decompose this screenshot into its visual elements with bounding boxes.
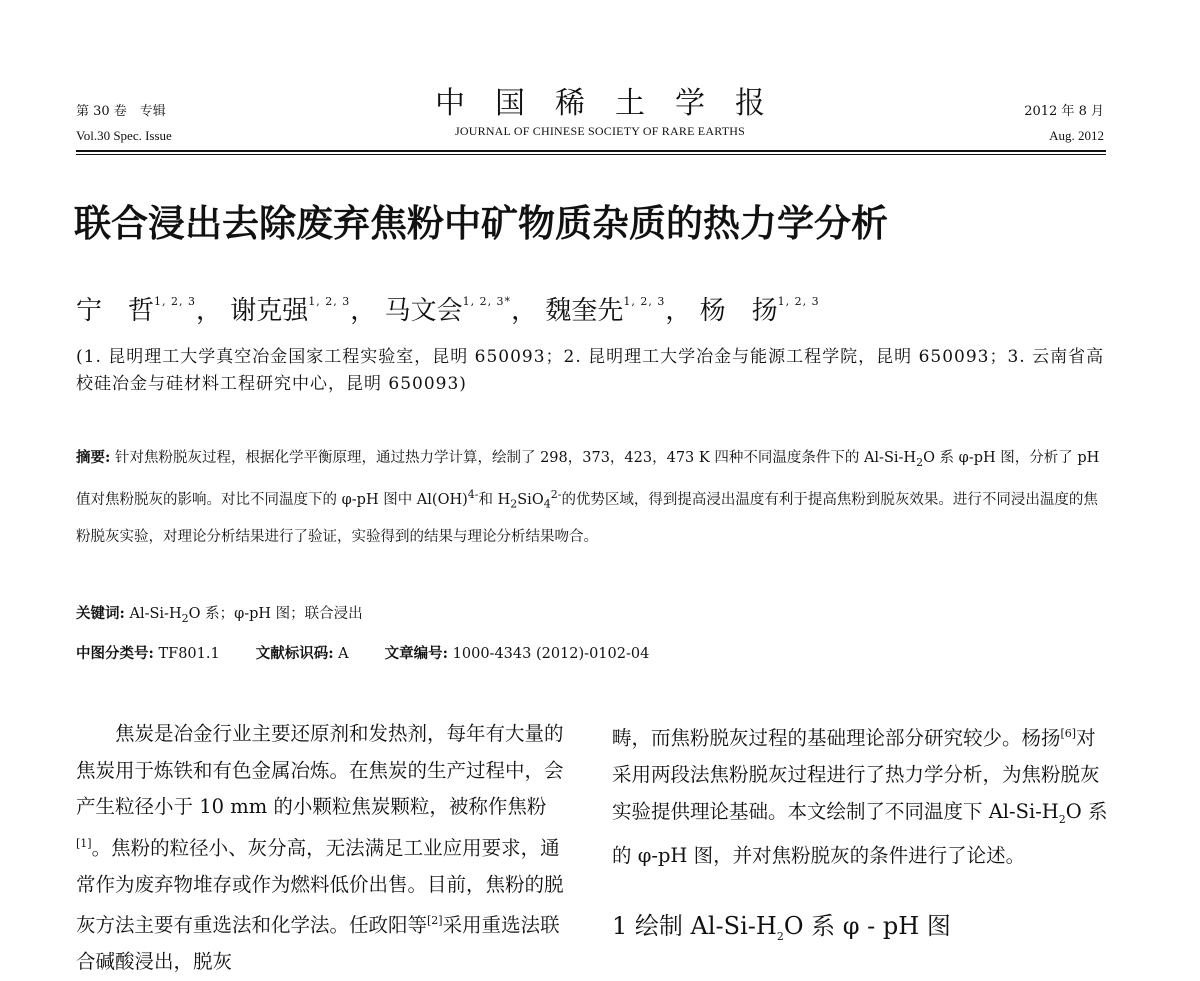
keywords-text: Al-Si-H: [124, 606, 182, 622]
author-name: 杨 扬: [699, 296, 778, 326]
clc-value: TF801.1: [153, 646, 220, 662]
header-journal: [0, 86, 1200, 139]
section-heading-text: 1 绘制 Al-Si-H: [612, 912, 777, 940]
header-date: [1024, 100, 1104, 148]
date-en: Aug. 2012: [1049, 128, 1104, 143]
body-text: 畴，而焦粉脱灰过程的基础理论部分研究较少。杨扬: [612, 726, 1061, 750]
author-sep: ，: [196, 296, 223, 326]
section-heading-1: [612, 908, 951, 955]
author-name: 谢克强: [230, 296, 309, 326]
citation-ref[interactable]: [6]: [1060, 727, 1077, 740]
section-heading-text: O 系 φ - pH 图: [783, 912, 951, 940]
abstract-text: 针对焦粉脱灰过程，根据化学平衡原理，通过热力学计算，绘制了 298，373，423，473 K 四种不同温度条件下的 Al-Si-H: [110, 450, 917, 466]
author-affil: 1, 2, 3: [154, 295, 196, 308]
volume-cn: 第 30 卷 专辑: [76, 104, 166, 119]
author-affil: 1, 2, 3*: [462, 295, 512, 308]
author-affil: 1, 2, 3: [308, 295, 351, 308]
author-name: 宁 哲: [76, 296, 155, 326]
volume-en: Vol.30 Spec. Issue: [76, 128, 172, 143]
abstract: [76, 442, 1112, 553]
article-number-value: 1000-4343 (2012)-0102-04: [448, 646, 650, 662]
author-affil: 1, 2, 3: [623, 295, 666, 308]
subscript: 2: [510, 497, 518, 511]
abstract-text: 和 H: [478, 491, 511, 508]
author-sep: ，: [350, 296, 377, 326]
author-name: 魏奎先: [545, 296, 624, 326]
body-text: O 系的 φ-pH 图，并对焦粉脱灰的条件进行了论述。: [612, 799, 1108, 867]
abstract-label: 摘要:: [76, 449, 111, 466]
clc-label: 中图分类号:: [76, 645, 154, 662]
subscript: 2: [1058, 812, 1066, 826]
author-sep: ，: [511, 296, 538, 326]
journal-title-cn: 中国稀土学报: [435, 86, 795, 121]
header-rule-thin: [76, 154, 1106, 155]
body-column-right: [612, 716, 1112, 874]
keywords-label: 关键词:: [76, 605, 125, 622]
keywords: [76, 602, 363, 631]
keywords-text: O 系；φ-pH 图；联合浸出: [188, 606, 363, 622]
citation-ref[interactable]: [2]: [427, 914, 443, 927]
date-cn: 2012 年 8 月: [1024, 104, 1104, 119]
author-affil: 1, 2, 3: [777, 295, 820, 308]
abstract-text: SiO: [517, 491, 544, 508]
header-rule-thick: [76, 150, 1106, 152]
superscript: 2-: [550, 487, 562, 501]
subscript: 2: [916, 455, 924, 469]
doc-code-label: 文献标识码:: [255, 645, 334, 662]
abstract-text: 的优势区域，得到提高浸出温度有利于提高焦粉到脱灰效果。进行不同浸出温度的焦粉脱灰实验，对理论分析结果进行了验证，实验得到的结果与理论分析结果吻合。: [76, 491, 1098, 545]
body-text: 。焦粉的粒径小、灰分高，无法满足工业应用要求，通常作为废弃物堆存或作为燃料低价出售。目前，焦粉的脱灰方法主要有重选法和化学法。任政阳等: [76, 836, 564, 937]
body-text: 采用重选法联合碱酸浸出，脱灰: [76, 913, 560, 973]
paper-title: 联合浸出去除废弃焦粉中矿物质杂质的热力学分析: [74, 202, 888, 245]
affiliations: (1. 昆明理工大学真空冶金国家工程实验室，昆明 650093；2. 昆明理工大学冶金与能源工程学院，昆明 650093；3. 云南省高校硅冶金与硅材料工程研究中心，昆明 650093): [76, 347, 1105, 394]
subscript: 2: [776, 929, 784, 943]
body-text: 焦炭是冶金行业主要还原剂和发热剂，每年有大量的焦炭用于炼铁和有色金属冶炼。在焦炭的生产过程中，会产生粒径小于 10 mm 的小颗粒焦炭颗粒，被称作焦粉: [76, 722, 564, 818]
body-column-left: [76, 716, 570, 981]
journal-title-en: JOURNAL OF CHINESE SOCIETY OF RARE EARTHS: [455, 124, 745, 138]
subscript: 4: [543, 497, 551, 511]
classification-line: [76, 642, 1116, 666]
citation-ref[interactable]: [1]: [76, 836, 92, 850]
doc-code-value: A: [333, 646, 349, 662]
article-number-label: 文章编号:: [384, 645, 449, 662]
body-text: 对采用两段法焦粉脱灰过程进行了热力学分析，为焦粉脱灰实验提供理论基础。本文绘制了不同温度下 Al-Si-H: [612, 726, 1100, 823]
subscript: 2: [181, 611, 189, 625]
author-sep: ，: [665, 296, 692, 326]
superscript: 4-: [467, 487, 479, 501]
author-name: 马文会: [384, 296, 463, 326]
abstract-text: O 系 φ-pH 图，分析了 pH 值对焦粉脱灰的影响。对比不同温度下的 φ-pH 图中 Al(OH): [76, 450, 1100, 508]
author-list: [76, 284, 820, 329]
